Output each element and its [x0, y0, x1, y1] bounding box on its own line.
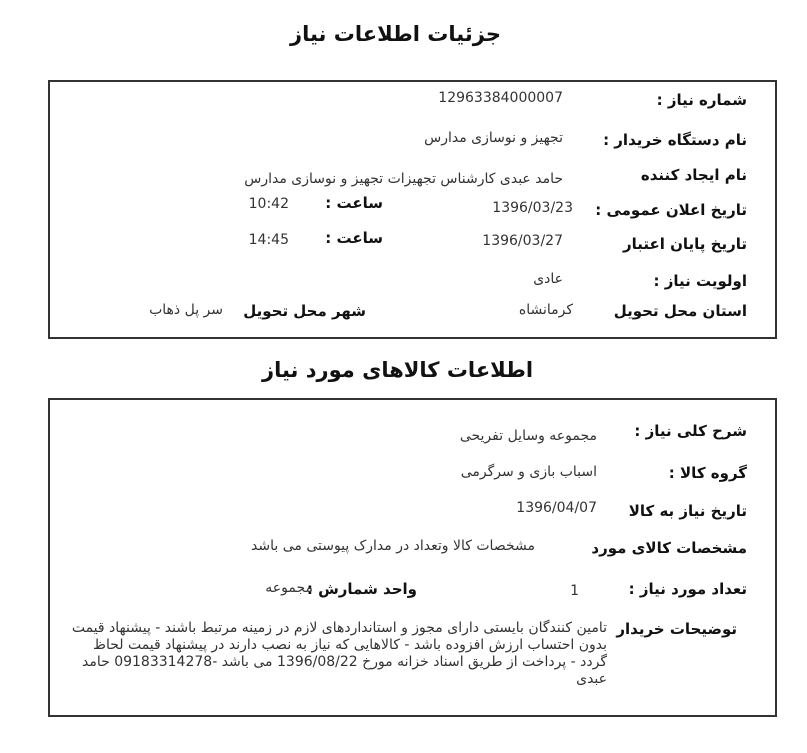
need-details-box [48, 80, 777, 339]
city-value: سر پل ذهاب [149, 302, 223, 318]
city-label: شهر محل تحویل [243, 302, 366, 320]
creator-value: حامد عبدی کارشناس تجهیزات تجهیز و نوسازی مدارس [244, 171, 563, 187]
desc-label: شرح کلی نیاز : [634, 422, 747, 440]
announce-date: 1396/03/23 [492, 200, 573, 216]
qty-value: 1 [570, 583, 579, 599]
buyer-label: نام دستگاه خریدار : [603, 131, 747, 149]
unit-value: مجموعه [265, 580, 313, 596]
section1-title: جزئیات اطلاعات نیاز [290, 22, 501, 46]
validity-label: تاریخ پایان اعتبار [622, 235, 747, 253]
province-value: کرمانشاه [518, 302, 573, 318]
unit-label: واحد شمارش : [306, 580, 417, 598]
goods-box [48, 398, 777, 717]
spec-value: مشخصات کالا وتعداد در مدارک پیوستی می باشد [251, 538, 535, 554]
group-label: گروه کالا : [668, 464, 747, 482]
priority-label: اولویت نیاز : [653, 272, 747, 290]
notes-value: تامین کنندگان بایستی دارای مجوز و استانداردهای لازم در زمینه مرتبط باشند - پیشنهاد قیمت بدون احتساب ارزش افزوده باشد - کالاهایی که نیاز به نصب دارند در پیشنهاد قیمت لحاظ گردد - پرداخت از طریق اسناد خزانه مورخ 1396/08/22 می باشد -09183314278 حامد عبدی [71, 620, 607, 687]
province-label: استان محل تحویل [613, 302, 747, 320]
validity-date: 1396/03/27 [482, 233, 563, 249]
need-date-value: 1396/04/07 [516, 500, 597, 516]
spec-label: مشخصات کالای مورد [591, 539, 747, 557]
desc-value: مجموعه وسایل تفریحی [459, 428, 597, 444]
announce-label: تاریخ اعلان عمومی : [595, 201, 747, 219]
buyer-value: تجهیز و نوسازی مدارس [424, 130, 563, 146]
need-date-label: تاریخ نیاز به کالا [628, 502, 747, 520]
need-number-value: 12963384000007 [438, 90, 563, 106]
validity-time-label: ساعت : [325, 229, 383, 247]
announce-time-label: ساعت : [325, 194, 383, 212]
qty-label: تعداد مورد نیاز : [628, 580, 747, 598]
validity-time: 14:45 [248, 232, 289, 248]
section2-title: اطلاعات کالاهای مورد نیاز [262, 358, 534, 382]
need-number-label: شماره نیاز : [656, 91, 747, 109]
announce-time: 10:42 [248, 196, 289, 212]
priority-value: عادی [533, 271, 563, 287]
creator-label: نام ایجاد کننده [640, 166, 747, 184]
notes-label: توضیحات خریدار [616, 620, 737, 638]
group-value: اسباب بازی و سرگرمی [460, 464, 597, 480]
